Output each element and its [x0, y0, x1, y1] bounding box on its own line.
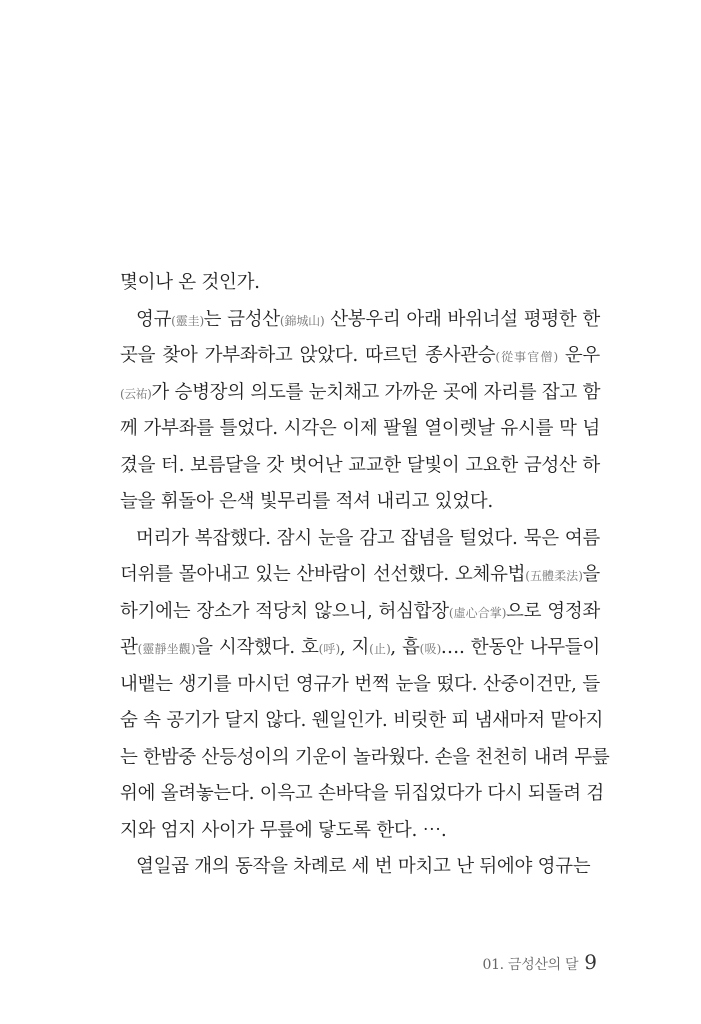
text-line	[120, 271, 600, 295]
hanja-gloss: (虛心合掌)	[448, 606, 506, 620]
hanja-gloss: (靈靜坐觀)	[137, 642, 196, 656]
text-run: 겼을 터. 보름달을 갓 벗어난 교교한 달빛이 고요한 금성산 하	[120, 455, 600, 476]
text-run: 는 금성산	[203, 309, 280, 330]
hanja-gloss: (錦城山)	[279, 314, 325, 328]
text-line	[120, 782, 604, 806]
text-line	[120, 600, 600, 625]
text-run: 영규	[136, 309, 172, 330]
text-run: 는 한밤중 산등성이의 기운이 놀라웠다. 손을 천천히 내려 무릎	[120, 747, 610, 768]
page-footer	[482, 950, 597, 974]
text-run: 내뱉는 생기를 마시던 영규가 번쩍 눈을 떴다. 산중이건만, 들	[120, 674, 600, 695]
text-line	[120, 344, 600, 369]
text-line	[120, 819, 600, 843]
text-run: 가 승병장의 의도를 눈치채고 가까운 곳에 자리를 잡고 함	[151, 382, 601, 403]
text-run: 지와 엄지 사이가 무릎에 닿도록 한다. ⋯.	[120, 820, 447, 841]
text-line	[120, 673, 600, 697]
text-run: 을	[582, 564, 600, 585]
page-number: 9	[584, 950, 597, 974]
text-run: 늘을 휘돌아 은색 빛무리를 적셔 내리고 있었다.	[120, 491, 493, 512]
text-run: 위에 올려놓는다. 이윽고 손바닥을 뒤집었다가 다시 되돌려 검	[120, 783, 604, 804]
text-run: 께 가부좌를 틀었다. 시각은 이제 팔월 열이렛날 유시를 막 넘	[120, 418, 600, 439]
text-line	[120, 490, 600, 514]
text-line	[120, 709, 604, 733]
text-run: , 흡	[390, 637, 420, 658]
hanja-gloss: (云祐)	[120, 387, 152, 401]
hanja-gloss: (吸)	[419, 642, 441, 656]
text-run: , 지	[339, 637, 370, 658]
hanja-gloss: (止)	[369, 642, 391, 656]
text-line	[120, 381, 600, 406]
text-line	[120, 417, 600, 441]
text-line	[120, 636, 600, 661]
text-run: 열일곱 개의 동작을 차례로 세 번 마치고 난 뒤에야 영규는	[136, 856, 591, 877]
text-run: 으로 영정좌	[506, 601, 600, 622]
text-run: 관	[120, 637, 138, 658]
text-line	[136, 527, 600, 551]
text-run: 하기에는 장소가 적당치 않으니, 허심합장	[120, 601, 449, 622]
text-run: 곳을 찾아 가부좌하고 앉았다. 따르던 종사관승	[120, 345, 496, 366]
chapter-label: 01. 금성산의 달	[482, 957, 579, 973]
text-line	[136, 855, 600, 879]
text-run: 머리가 복잡했다. 잠시 눈을 감고 잡념을 털었다. 묵은 여름	[136, 528, 600, 549]
hanja-gloss: (呼)	[318, 642, 340, 656]
text-line	[120, 563, 600, 588]
hanja-gloss: (從事官僧)	[495, 350, 558, 364]
text-run: 숨 속 공기가 달지 않다. 웬일인가. 비릿한 피 냄새마저 맡아지	[120, 710, 604, 731]
text-line	[120, 454, 600, 478]
hanja-gloss: (五體柔法)	[525, 569, 583, 583]
text-run: 몇이나 온 것인가.	[120, 272, 260, 293]
text-run: 운우	[557, 345, 600, 366]
text-line	[136, 308, 600, 333]
text-run: …. 한동안 나무들이	[440, 637, 600, 658]
text-run: 산봉우리 아래 바위너설 평평한 한	[324, 309, 600, 330]
text-run: 을 시작했다. 호	[195, 637, 319, 658]
text-run: 더위를 몰아내고 있는 산바람이 선선했다. 오체유법	[120, 564, 526, 585]
text-line	[120, 746, 610, 770]
hanja-gloss: (靈圭)	[171, 314, 204, 328]
